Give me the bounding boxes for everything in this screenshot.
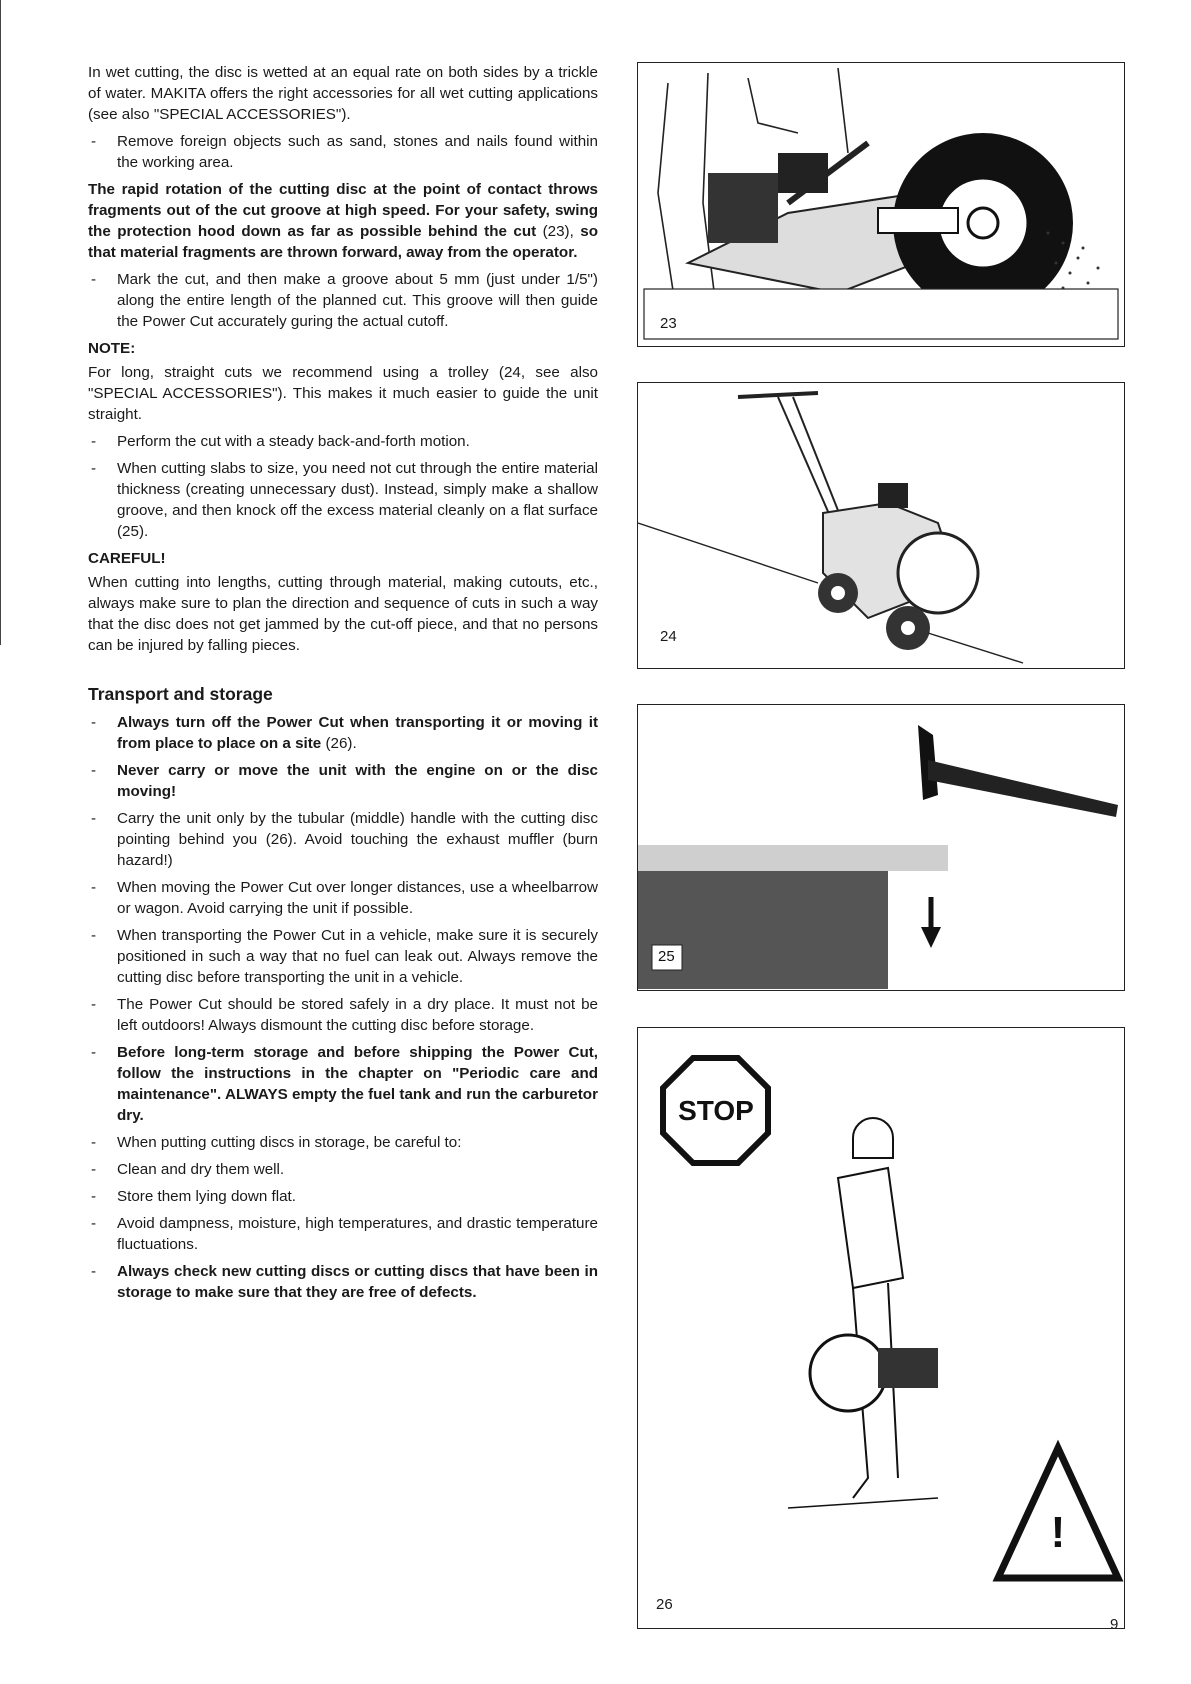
list-item: - Perform the cut with a steady back-and-forth motion. — [91, 433, 470, 450]
figure-25 — [637, 704, 1125, 991]
trolley-illustration — [638, 383, 1124, 668]
safety-warning-text-2: so that material fragments are thrown forward, away from the operator. — [88, 223, 598, 261]
list-item: - Remove foreign objects such as sand, stones and nails found within the working area. — [91, 133, 598, 171]
list-item: - Always check new cutting discs or cutting discs that have been in storage to make sure that they are free of defects. — [91, 1263, 598, 1301]
list-item: - Never carry or move the unit with the engine on or the disc moving! — [91, 762, 598, 800]
list-item-text: Always turn off the Power Cut when transporting it or moving it from place to place on a site — [117, 714, 598, 752]
list-item: - Carry the unit only by the tubular (middle) handle with the cutting disc pointing behind you (26). Avoid touching the exhaust muffler (burn hazard!) — [91, 810, 598, 869]
figure-23 — [637, 62, 1125, 347]
list-item-text: When moving the Power Cut over longer distances, use a wheelbarrow or wagon. Avoid carrying the unit if possible. — [117, 879, 598, 917]
list-item: - Always turn off the Power Cut when transporting it or moving it from place to place on a site (26). — [91, 714, 598, 752]
figure-26 — [637, 1027, 1125, 1629]
list-item-text: Carry the unit only by the tubular (middle) handle with the cutting disc pointing behind you (26). Avoid touching the exhaust muffler (burn hazard!) — [117, 810, 598, 869]
page-number: 9 — [1110, 1616, 1119, 1633]
list-item-text: Mark the cut, and then make a groove about 5 mm (just under 1/5") along the entire length of the planned cut. This groove will then guide the Power Cut accurately guring the actual cutoff. — [117, 271, 598, 330]
list-item-text: Remove foreign objects such as sand, stones and nails found within the working area. — [117, 133, 598, 171]
figure-number: 26 — [656, 1596, 673, 1613]
list-item-text: Before long-term storage and before shipping the Power Cut, follow the instructions in the chapter on "Periodic care and maintenance". ALWAYS empty the fuel tank and run the carburetor dry. — [117, 1044, 598, 1124]
figure-number: 24 — [660, 628, 677, 645]
list-item: - When putting cutting discs in storage, be careful to: — [91, 1134, 462, 1151]
list-item-text: Perform the cut with a steady back-and-forth motion. — [117, 433, 470, 450]
list-item-text: When putting cutting discs in storage, be careful to: — [117, 1134, 462, 1151]
wet-cutting-paragraph: In wet cutting, the disc is wetted at an equal rate on both sides by a trickle of water. MAKITA offers the right accessories for all wet cutting applications (see also "SPECIAL ACCESSORIES"). — [88, 64, 598, 123]
list-item-text: Clean and dry them well. — [117, 1161, 285, 1178]
hammer-illustration — [638, 705, 1124, 990]
section-title-transport: Transport and storage — [88, 684, 273, 704]
safety-warning — [88, 179, 598, 263]
careful-heading: CAREFUL! — [88, 550, 166, 567]
power-cutter-illustration — [638, 63, 1124, 346]
margin-rule — [0, 0, 1, 645]
list-item-text: Always check new cutting discs or cutting discs that have been in storage to make sure that they are free of defects. — [117, 1263, 598, 1301]
list-item: - Store them lying down flat. — [91, 1188, 296, 1205]
note-heading: NOTE: — [88, 340, 136, 357]
warning-exclamation: ! — [1050, 1508, 1066, 1557]
list-item-text: The Power Cut should be stored safely in a dry place. It must not be left outdoors! Always dismount the cutting disc before storage. — [117, 996, 598, 1034]
list-item: - When transporting the Power Cut in a vehicle, make sure it is securely positioned in such a way that no fuel can leak out. Always remove the cutting disc before transporting the unit in a vehicle. — [91, 927, 598, 986]
list-item-text: When transporting the Power Cut in a vehicle, make sure it is securely positioned in such a way that no fuel can leak out. Always remove the cutting disc before transporting the unit in a vehicle. — [117, 927, 598, 986]
safety-warning-text: The rapid rotation of the cutting disc at the point of contact throws fragments out of the cut groove at high speed. For your safety, swing the protection hood down as far as possible behind the cut — [88, 181, 598, 240]
stop-sign-label: STOP — [678, 1095, 754, 1126]
figure-24 — [637, 382, 1125, 669]
list-item-text: When cutting slabs to size, you need not cut through the entire material thickness (creating unnecessary dust). Instead, simply make a shallow groove, and then knock off the excess material cleanly on a flat surface (25). — [117, 460, 598, 540]
list-item-text: Never carry or move the unit with the engine on or the disc moving! — [117, 762, 598, 800]
figure-reference: (23), — [536, 223, 581, 240]
list-item: - When cutting slabs to size, you need not cut through the entire material thickness (creating unnecessary dust). Instead, simply make a shallow groove, and then knock off the excess material cleanly on a flat surface (25). — [91, 460, 598, 540]
figure-number: 25 — [658, 948, 675, 965]
list-item-text: Store them lying down flat. — [117, 1188, 296, 1205]
figure-reference: (26). — [321, 735, 357, 752]
list-item: - Before long-term storage and before shipping the Power Cut, follow the instructions in the chapter on "Periodic care and maintenance". ALWAYS empty the fuel tank and run the carburetor dry. — [91, 1044, 598, 1124]
left-text-column — [88, 62, 598, 1309]
list-item: - Mark the cut, and then make a groove about 5 mm (just under 1/5") along the entire length of the planned cut. This groove will then guide the Power Cut accurately guring the actual cutoff. — [91, 271, 598, 330]
list-item: - The Power Cut should be stored safely in a dry place. It must not be left outdoors! Always dismount the cutting disc before storage. — [91, 996, 598, 1034]
list-item: - Avoid dampness, moisture, high temperatures, and drastic temperature fluctuations. — [91, 1215, 598, 1253]
list-item: - When moving the Power Cut over longer distances, use a wheelbarrow or wagon. Avoid carrying the unit if possible. — [91, 879, 598, 917]
note-text: For long, straight cuts we recommend using a trolley (24, see also "SPECIAL ACCESSORIES"). This makes it much easier to guide the unit straight. — [88, 364, 598, 423]
list-item-text: Avoid dampness, moisture, high temperatures, and drastic temperature fluctuations. — [117, 1215, 598, 1253]
figure-number: 23 — [660, 315, 677, 332]
list-item: - Clean and dry them well. — [91, 1161, 285, 1178]
careful-text: When cutting into lengths, cutting through material, making cutouts, etc., always make sure to plan the direction and sequence of cuts in such a way that the disc does not get jammed by the cut-off piece, and that no persons can be injured by falling pieces. — [88, 574, 598, 654]
